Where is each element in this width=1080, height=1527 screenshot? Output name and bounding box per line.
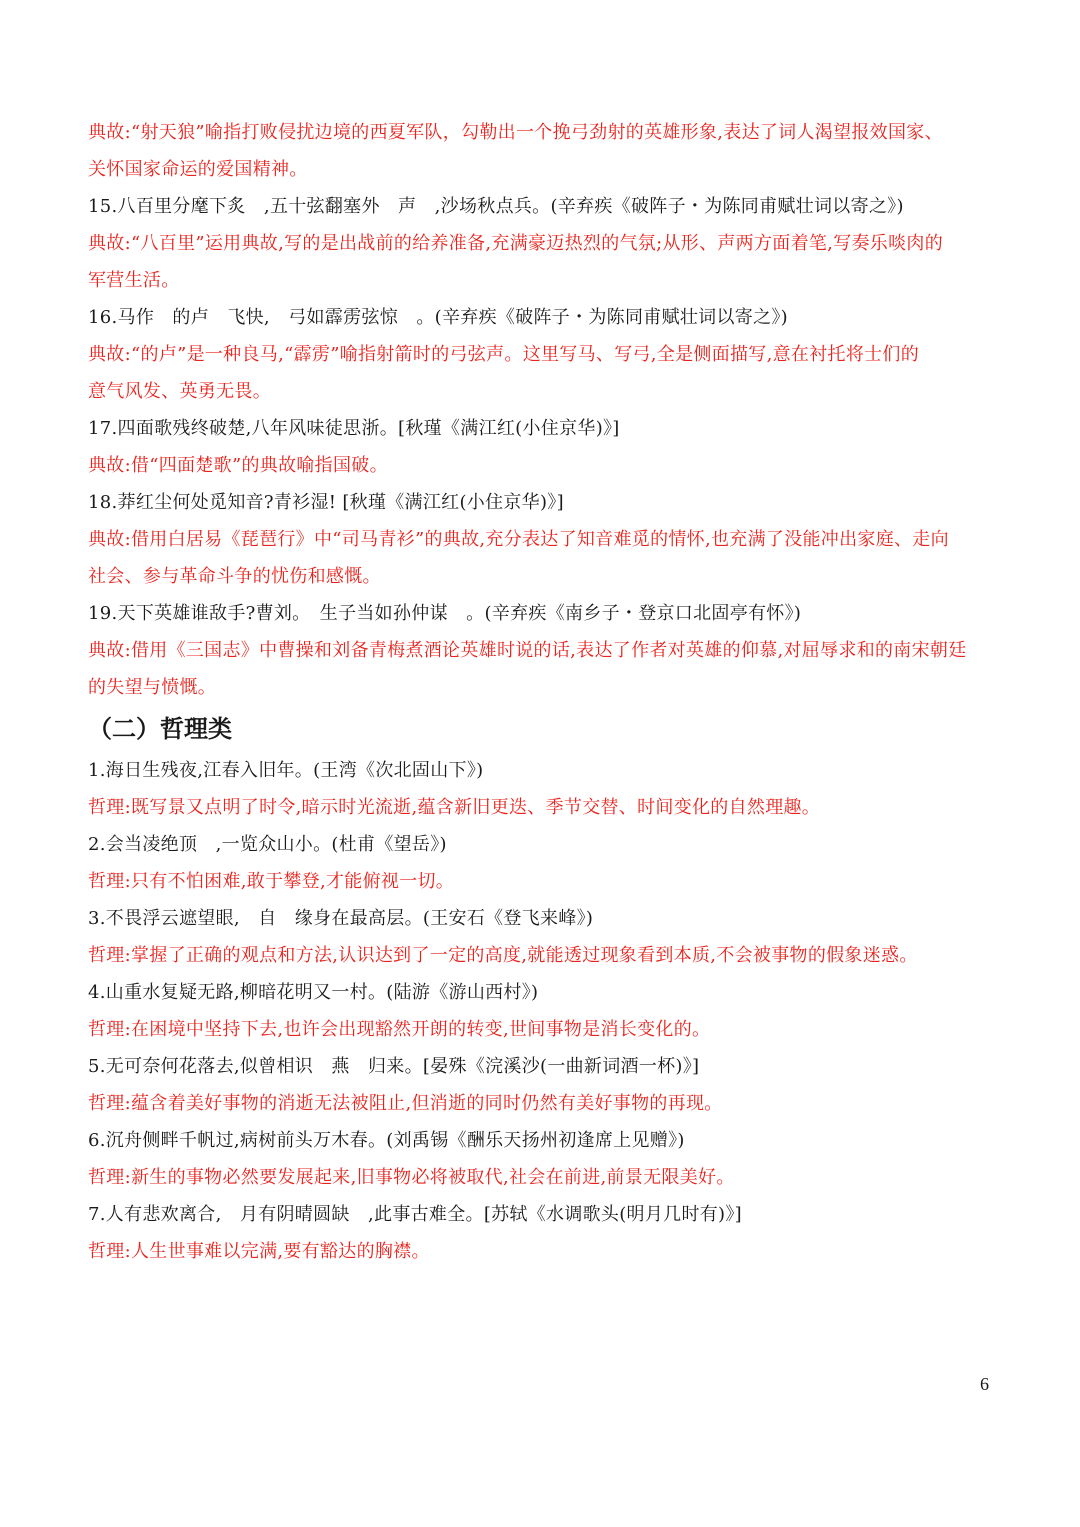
allusion-section — [88, 114, 1000, 706]
verse-line: 1.海日生残夜,江春入旧年。(王湾《次北固山下》) — [88, 760, 484, 781]
philosophy-section — [88, 752, 1000, 1270]
verse-line: 2.会当凌绝顶 ,一览众山小。(杜甫《望岳》) — [88, 834, 447, 855]
annotation-line: 哲理:既写景又点明了时令,暗示时光流逝,蕴含新旧更迭、季节交替、时间变化的自然理趣。 — [88, 797, 821, 818]
annotation-line: 典故:借用《三国志》中曹操和刘备青梅煮酒论英雄时说的话,表达了作者对英雄的仰慕,对屈辱求和的南宋朝廷 — [88, 640, 967, 661]
section-heading-philosophy: （二）哲理类 — [88, 715, 232, 743]
annotation-line: 社会、参与革命斗争的忧伤和感慨。 — [88, 566, 381, 587]
verse-line: 6.沉舟侧畔千帆过,病树前头万木春。(刘禹锡《酬乐天扬州初逢席上见赠》) — [88, 1130, 685, 1151]
annotation-line: 哲理:新生的事物必然要发展起来,旧事物必将被取代,社会在前进,前景无限美好。 — [88, 1167, 735, 1188]
verse-line: 4.山重水复疑无路,柳暗花明又一村。(陆游《游山西村》) — [88, 982, 539, 1003]
verse-line: 19.天下英雄谁敌手?曹刘。 生子当如孙仲谋 。(辛弃疾《南乡子・登京口北固亭有怀》) — [88, 603, 802, 624]
annotation-line: 哲理:只有不怕困难,敢于攀登,才能俯视一切。 — [88, 871, 455, 892]
annotation-line: 典故:“八百里”运用典故,写的是出战前的给养准备,充满豪迈热烈的气氛;从形、声两方面着笔,写奏乐啖肉的 — [88, 233, 943, 254]
verse-line: 15.八百里分麾下炙 ,五十弦翻塞外 声 ,沙场秋点兵。(辛弃疾《破阵子・为陈同甫赋壮词以寄之》) — [88, 196, 904, 217]
annotation-line: 哲理:在困境中坚持下去,也许会出现豁然开朗的转变,世间事物是消长变化的。 — [88, 1019, 711, 1040]
annotation-line: 意气风发、英勇无畏。 — [88, 381, 271, 402]
annotation-line: 关怀国家命运的爱国精神。 — [88, 159, 308, 180]
page-number: 6 — [980, 1374, 989, 1394]
verse-line: 17.四面歌残终破楚,八年风味徒思浙。[秋瑾《满江红(小住京华)》] — [88, 418, 620, 439]
annotation-line: 哲理:掌握了正确的观点和方法,认识达到了一定的高度,就能透过现象看到本质,不会被事物的假象迷惑。 — [88, 945, 918, 966]
page-content — [88, 114, 1000, 1270]
annotation-line: 的失望与愤慨。 — [88, 677, 217, 698]
annotation-line: 典故:借“四面楚歌”的典故喻指国破。 — [88, 455, 388, 476]
annotation-line: 军营生活。 — [88, 270, 180, 291]
annotation-line: 典故:借用白居易《琵琶行》中“司马青衫”的典故,充分表达了知音难觅的情怀,也充满了没能冲出家庭、走向 — [88, 529, 949, 550]
verse-line: 16.马作 的卢 飞快, 弓如霹雳弦惊 。(辛弃疾《破阵子・为陈同甫赋壮词以寄之》) — [88, 307, 788, 328]
verse-line: 18.莽红尘何处觅知音?青衫湿! [秋瑾《满江红(小住京华)》] — [88, 492, 564, 513]
verse-line: 5.无可奈何花落去,似曾相识 燕 归来。[晏殊《浣溪沙(一曲新词酒一杯)》] — [88, 1056, 700, 1077]
annotation-line: 哲理:人生世事难以完满,要有豁达的胸襟。 — [88, 1241, 430, 1262]
annotation-line: 哲理:蕴含着美好事物的消逝无法被阻止,但消逝的同时仍然有美好事物的再现。 — [88, 1093, 723, 1114]
verse-line: 3.不畏浮云遮望眼, 自 缘身在最高层。(王安石《登飞来峰》) — [88, 908, 594, 929]
annotation-line: 典故:“的卢”是一种良马,“霹雳”喻指射箭时的弓弦声。这里写马、写弓,全是侧面描写,意在衬托将士们的 — [88, 344, 920, 365]
annotation-line: 典故:“射天狼”喻指打败侵扰边境的西夏军队，勾勒出一个挽弓劲射的英雄形象,表达了词人渴望报效国家、 — [88, 122, 943, 143]
verse-line: 7.人有悲欢离合, 月有阴晴圆缺 ,此事古难全。[苏轼《水调歌头(明月几时有)》] — [88, 1204, 743, 1225]
